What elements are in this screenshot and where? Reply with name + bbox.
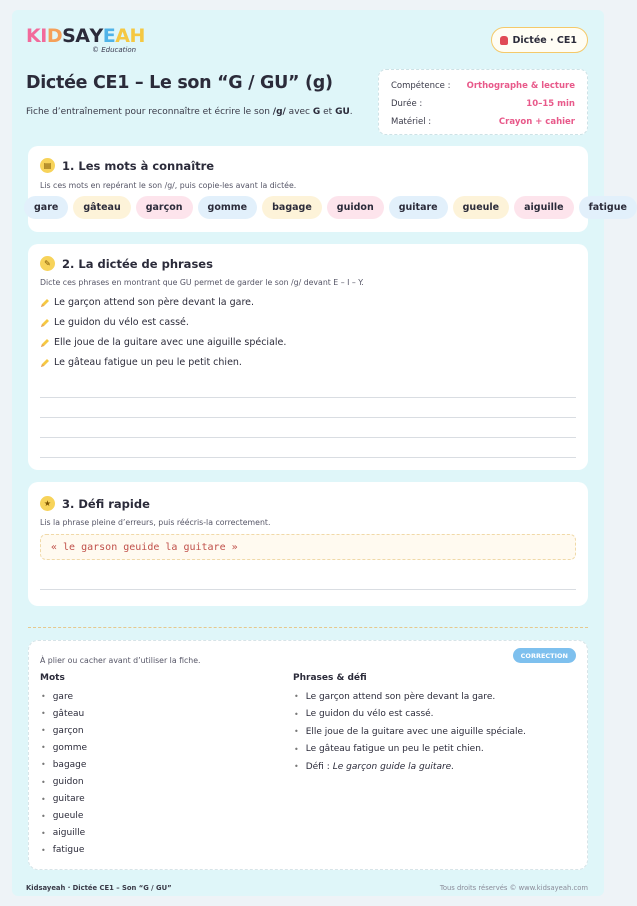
correction-word: • guidon bbox=[41, 773, 87, 790]
correction-challenge-answer: Le garçon guide la guitare. bbox=[332, 761, 455, 772]
logo-letter: Y bbox=[89, 25, 103, 47]
pencil-icon bbox=[40, 318, 50, 328]
page-title: Dictée CE1 – Le son “G / GU” (g) bbox=[26, 73, 333, 93]
section-challenge-header bbox=[40, 496, 150, 511]
word-chip: gueule bbox=[453, 196, 509, 219]
info-key: Matériel : bbox=[391, 117, 432, 127]
logo-letter: I bbox=[40, 25, 47, 47]
section-dictation-title: 2. La dictée de phrases bbox=[62, 256, 213, 271]
logo-letter: S bbox=[62, 25, 76, 47]
correction-word: • gueule bbox=[41, 808, 87, 825]
correction-phrases-list bbox=[294, 688, 526, 776]
subtitle-text: Fiche d’entraînement pour reconnaître et écrire le son bbox=[26, 107, 273, 117]
correction-word: • gare bbox=[41, 688, 87, 705]
section-challenge-instruction: Lis la phrase pleine d’erreurs, puis réécris-la correctement. bbox=[40, 518, 271, 527]
correction-word: • bagage bbox=[41, 756, 87, 773]
logo-letter: E bbox=[102, 25, 116, 47]
challenge-sentence: « le garson geuide la guitare » bbox=[51, 541, 238, 553]
logo-wordmark bbox=[26, 26, 156, 46]
word-chip: aiguille bbox=[514, 196, 573, 219]
info-row-competence bbox=[391, 77, 575, 95]
star-icon: ★ bbox=[40, 496, 55, 511]
word-chip: gare bbox=[24, 196, 68, 219]
correction-panel bbox=[28, 640, 588, 870]
section-words-header bbox=[40, 158, 214, 173]
section-dictation bbox=[28, 244, 588, 470]
correction-word: • fatigue bbox=[41, 842, 87, 859]
correction-challenge bbox=[294, 758, 526, 776]
worksheet bbox=[12, 10, 627, 896]
subtitle-text: avec bbox=[285, 107, 313, 117]
section-challenge bbox=[28, 482, 588, 606]
section-dictation-header bbox=[40, 256, 213, 271]
logo-letter: D bbox=[46, 25, 63, 47]
section-words-title: 1. Les mots à connaître bbox=[62, 158, 215, 173]
level-badge-label: Dictée · CE1 bbox=[512, 34, 577, 46]
correction-phrases-title: Phrases & défi bbox=[293, 673, 367, 683]
info-value: Crayon + cahier bbox=[498, 117, 575, 127]
word-chip: garçon bbox=[136, 196, 193, 219]
word-chip: guidon bbox=[327, 196, 384, 219]
notebook-icon: ✎ bbox=[40, 256, 55, 271]
correction-word: • gomme bbox=[41, 739, 87, 756]
subtitle-text: . bbox=[349, 107, 353, 117]
kidsayeah-logo bbox=[26, 26, 156, 66]
writing-line[interactable] bbox=[40, 397, 576, 398]
dictation-sentence bbox=[40, 297, 254, 308]
correction-words-list bbox=[41, 688, 87, 859]
dictation-sentence-text: Le gâteau fatigue un peu le petit chien. bbox=[54, 357, 242, 368]
writing-line[interactable] bbox=[40, 589, 576, 590]
book-icon: ▤ bbox=[40, 158, 55, 173]
correction-phrase: • Le gâteau fatigue un peu le petit chien. bbox=[294, 741, 526, 759]
logo-letter: A bbox=[75, 25, 90, 47]
logo-subtitle: © Education bbox=[92, 46, 137, 54]
info-value: Orthographe & lecture bbox=[466, 81, 575, 91]
subtitle-letter-g: G bbox=[312, 107, 321, 117]
correction-word: • guitare bbox=[41, 791, 87, 808]
pencil-icon bbox=[40, 338, 50, 348]
correction-phrase: • Le garçon attend son père devant la gare. bbox=[294, 688, 526, 706]
logo-letter: H bbox=[129, 25, 145, 47]
correction-word: • garçon bbox=[41, 722, 87, 739]
word-chips bbox=[24, 196, 637, 219]
correction-badge: CORRECTION bbox=[513, 648, 576, 663]
writing-line[interactable] bbox=[40, 437, 576, 438]
info-key: Compétence : bbox=[391, 81, 451, 91]
word-chip: bagage bbox=[262, 196, 322, 219]
word-chip: gomme bbox=[198, 196, 258, 219]
footer-left: Kidsayeah · Dictée CE1 – Son “G / GU” bbox=[26, 884, 172, 892]
pencil-icon bbox=[40, 298, 50, 308]
logo-letter: K bbox=[26, 25, 41, 47]
section-dictation-instruction: Dicte ces phrases en montrant que GU permet de garder le son /g/ devant E – I – Y. bbox=[40, 278, 364, 287]
info-value: 10–15 min bbox=[526, 99, 575, 109]
correction-phrase: • Elle joue de la guitare avec une aiguille spéciale. bbox=[294, 723, 526, 741]
writing-line[interactable] bbox=[40, 457, 576, 458]
level-badge bbox=[491, 27, 589, 53]
info-row-materiel bbox=[391, 113, 575, 131]
section-words bbox=[28, 146, 588, 232]
subtitle-text: et bbox=[320, 107, 336, 117]
backpack-icon bbox=[500, 36, 508, 45]
page-subtitle bbox=[26, 105, 366, 120]
subtitle-letter-gu: GU bbox=[335, 107, 350, 117]
info-row-duree bbox=[391, 95, 575, 113]
dictation-sentence bbox=[40, 317, 189, 328]
word-chip: gâteau bbox=[73, 196, 130, 219]
correction-words-title: Mots bbox=[40, 673, 65, 683]
dictation-sentence-text: Le garçon attend son père devant la gare. bbox=[54, 297, 255, 308]
section-words-instruction: Lis ces mots en repérant le son /g/, puis copie-les avant la dictée. bbox=[40, 181, 297, 190]
correction-note: À plier ou cacher avant d’utiliser la fiche. bbox=[40, 656, 201, 665]
dictation-sentence bbox=[40, 337, 286, 348]
footer-right: Tous droits réservés © www.kidsayeah.com bbox=[439, 884, 588, 892]
correction-word: • gâteau bbox=[41, 705, 87, 722]
dictation-sentence-text: Elle joue de la guitare avec une aiguille spéciale. bbox=[54, 337, 287, 348]
info-key: Durée : bbox=[391, 99, 423, 109]
dictation-sentence-text: Le guidon du vélo est cassé. bbox=[54, 317, 189, 328]
subtitle-sound: /g/ bbox=[272, 107, 286, 117]
correction-challenge-label: • Défi : bbox=[305, 761, 330, 772]
correction-phrase: • Le guidon du vélo est cassé. bbox=[294, 706, 526, 724]
challenge-sentence-box bbox=[40, 534, 576, 560]
logo-letter: A bbox=[115, 25, 130, 47]
word-chip: guitare bbox=[389, 196, 448, 219]
correction-word: • aiguille bbox=[41, 825, 87, 842]
dictation-sentence bbox=[40, 357, 242, 368]
info-box bbox=[378, 69, 588, 135]
writing-line[interactable] bbox=[40, 417, 576, 418]
word-chip: fatigue bbox=[579, 196, 637, 219]
section-challenge-title: 3. Défi rapide bbox=[62, 496, 150, 511]
pencil-icon bbox=[40, 358, 50, 368]
fold-line bbox=[28, 627, 588, 628]
